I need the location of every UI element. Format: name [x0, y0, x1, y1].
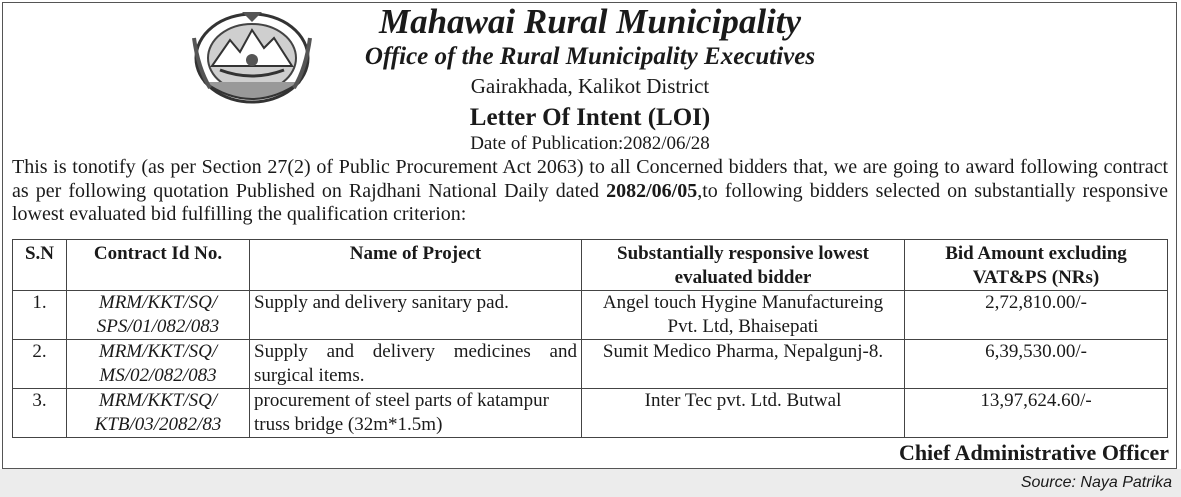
header-project: Name of Project — [250, 240, 582, 291]
header-amount: Bid Amount excluding VAT&PS (NRs) — [905, 240, 1168, 291]
municipality-name: Mahawai Rural Municipality — [378, 2, 802, 41]
publication-date: Date of Publication:2082/06/28 — [470, 133, 710, 154]
header-sn: S.N — [13, 240, 67, 291]
table-row — [13, 291, 1168, 340]
office-address: Gairakhada, Kalikot District — [470, 74, 710, 98]
header-bidder: Substantially responsive lowest evaluated bidder — [582, 240, 905, 291]
intro-date: 2082/06/05 — [606, 179, 698, 202]
cell-amount: 13,97,624.60/- — [905, 389, 1168, 438]
cell-project: procurement of steel parts of katampur truss bridge (32m*1.5m) — [250, 389, 582, 438]
bid-table — [12, 239, 1168, 438]
cell-bidder: Angel touch Hygine Manufactureing Pvt. Ltd, Bhaisepati — [582, 291, 905, 340]
table-header-row — [13, 240, 1168, 291]
cell-sn: 3. — [13, 389, 67, 438]
cell-sn: 2. — [13, 340, 67, 389]
intro-text-2: ,to following bidders selected on substantially responsive lowest evaluated bid fulfilling the qualification criterion: — [12, 179, 1168, 225]
cell-project: Supply and delivery sanitary pad. — [250, 291, 582, 340]
header-contract: Contract Id No. — [67, 240, 250, 291]
cell-contract: MRM/KKT/SQ/ MS/02/082/083 — [67, 340, 250, 389]
intro-paragraph — [12, 156, 1168, 227]
notice-title: Letter Of Intent (LOI) — [469, 104, 711, 131]
office-name: Office of the Rural Municipality Executives — [364, 43, 816, 70]
cell-sn: 1. — [13, 291, 67, 340]
cell-project: Supply and delivery medicines and surgical items. — [250, 340, 582, 389]
government-emblem-icon — [190, 8, 314, 112]
table-row — [13, 340, 1168, 389]
cell-amount: 6,39,530.00/- — [905, 340, 1168, 389]
intro-text-1: This is tonotify (as per Section 27(2) of Public Procurement Act 2063) to all Concerned bidders that, we are going to award following contract as per following quotation Published on Rajdhani National Daily dated — [12, 156, 1168, 202]
source-bar — [0, 469, 1181, 497]
source-credit: Source: Naya Patrika — [1020, 474, 1172, 491]
cell-bidder: Sumit Medico Pharma, Nepalgunj-8. — [582, 340, 905, 389]
cell-contract: MRM/KKT/SQ/ KTB/03/2082/83 — [67, 389, 250, 438]
signature-title: Chief Administrative Officer — [898, 440, 1169, 465]
table-row — [13, 389, 1168, 438]
cell-contract: MRM/KKT/SQ/ SPS/01/082/083 — [67, 291, 250, 340]
cell-bidder: Inter Tec pvt. Ltd. Butwal — [582, 389, 905, 438]
cell-amount: 2,72,810.00/- — [905, 291, 1168, 340]
